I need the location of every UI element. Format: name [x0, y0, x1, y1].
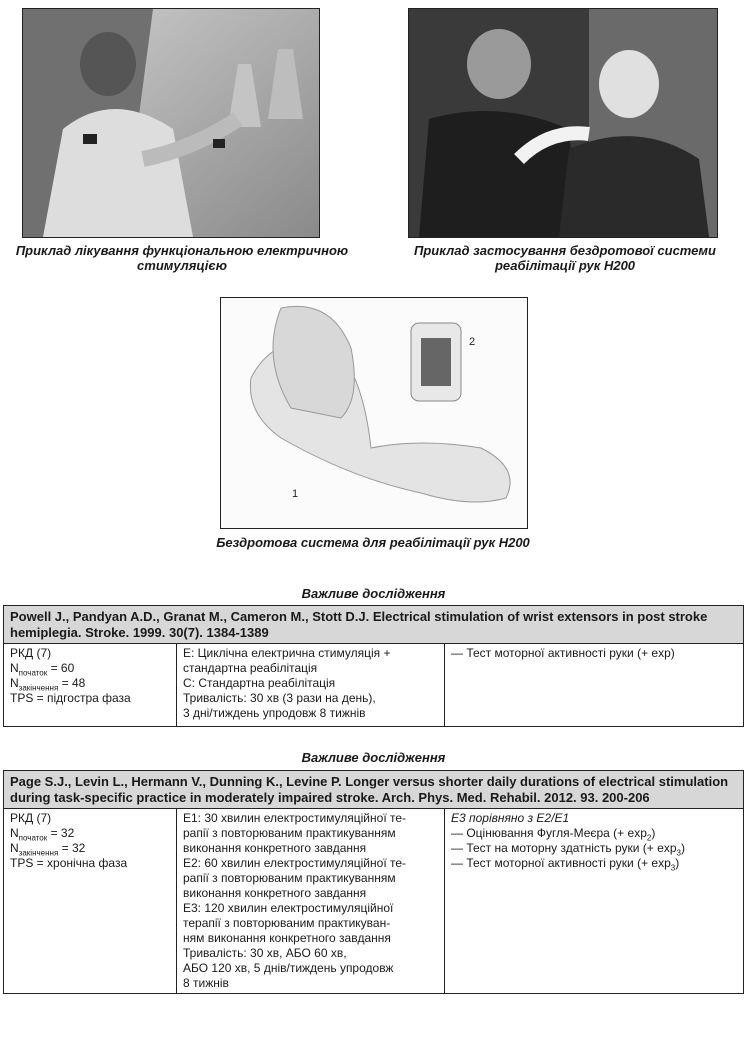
intervention-line: Е3: 120 хвилин електростимуляційної	[183, 901, 394, 915]
study-2-outcomes-cell	[445, 809, 744, 994]
intervention-line: АБО 120 хв, 5 днів/тиждень упродовж	[183, 961, 394, 975]
intervention-line: Е2: 60 хвилин електростимуляційної те-	[183, 856, 407, 870]
study-1-citation: Powell J., Pandyan A.D., Granat M., Cameron M., Stott D.J. Electrical stimulation of wrist extensors in post stroke hemiplegia. Stroke. 1999. 30(7). 1384-1389	[4, 606, 744, 644]
study-2-table	[3, 770, 744, 994]
study-1-table	[3, 605, 744, 727]
intervention-line: рапії з повторюваним практикуванням	[183, 826, 396, 840]
device-label-1: 1	[292, 488, 299, 500]
intervention-line: Тривалість: 30 хв (3 рази на день),	[183, 691, 376, 705]
study-1-n-start: $N_{початок} = 60$	[10, 661, 75, 678]
intervention-line: Е1: 30 хвилин електростимуляційної те-	[183, 811, 407, 825]
intervention-line: терапії з повторюваним практикуван-	[183, 916, 391, 930]
figure-3-caption: Бездротова система для реабілітації рук H200	[216, 535, 530, 550]
outcome-line: — Тест моторної активності руки (+ $\exp_3$)	[451, 856, 680, 873]
intervention-line: 8 тижнів	[183, 976, 229, 990]
intervention-line: ням виконання конкретного завдання	[183, 931, 391, 945]
study-1-heading: Важливе дослідження	[301, 586, 446, 601]
study-2-design-cell	[4, 809, 177, 994]
outcome-line: — Оцінювання Фугля-Меєра (+ $\exp_2$)	[451, 826, 656, 843]
fes-treatment-photo	[22, 8, 320, 238]
study-2-n-end: $N_{закінчення} = 32$	[10, 841, 86, 858]
study-2-n-start: $N_{початок} = 32$	[10, 826, 75, 843]
study-1-design: РКД (7)	[10, 646, 52, 660]
h200-device-photo	[220, 297, 528, 529]
outcome-line: — Тест на моторну здатність руки (+ $\exp_3$)	[451, 841, 685, 858]
study-1-design-cell	[4, 644, 177, 727]
intervention-line: рапії з повторюваним практикуванням	[183, 871, 396, 885]
intervention-line: стандартна реабілітація	[183, 661, 318, 675]
study-2-design: РКД (7)	[10, 811, 52, 825]
study-2-heading: Важливе дослідження	[301, 750, 446, 765]
intervention-line: виконання конкретного завдання	[183, 886, 367, 900]
device-label-2: 2	[469, 336, 476, 348]
figure-2-caption: Приклад застосування бездротової системи реабілітації рук H200	[414, 243, 716, 273]
figure-1-caption: Приклад лікування функціональною електричною стимуляцією	[15, 243, 349, 273]
study-1-tps: TPS = підгостра фаза	[10, 691, 131, 705]
study-2-citation: Page S.J., Levin L., Hermann V., Dunning K., Levine P. Longer versus shorter daily durations of electrical stimulation during task-specific practice in moderately impaired stroke. Arch. Phys. Med. Rehabil. 2012. 93. 200-206	[4, 771, 744, 809]
intervention-line: Тривалість: 30 хв, АБО 60 хв,	[183, 946, 347, 960]
study-1-outcomes-cell	[445, 644, 744, 727]
intervention-line: С: Стандартна реабілітація	[183, 676, 336, 690]
intervention-line: виконання конкретного завдання	[183, 841, 367, 855]
study-2-interventions-cell	[177, 809, 445, 994]
intervention-line: Е: Циклічна електрична стимуляція +	[183, 646, 391, 660]
outcomes-intro: Е3 порівняно з Е2/Е1	[451, 811, 570, 825]
study-1-interventions-cell	[177, 644, 445, 727]
intervention-line: 3 дні/тиждень упродовж 8 тижнів	[183, 706, 366, 720]
study-1-n-end: $N_{закінчення} = 48$	[10, 676, 86, 693]
h200-application-photo	[408, 8, 718, 238]
outcome-line: — Тест моторної активності руки (+ exp)	[451, 646, 675, 660]
study-2-tps: TPS = хронічна фаза	[10, 856, 128, 870]
